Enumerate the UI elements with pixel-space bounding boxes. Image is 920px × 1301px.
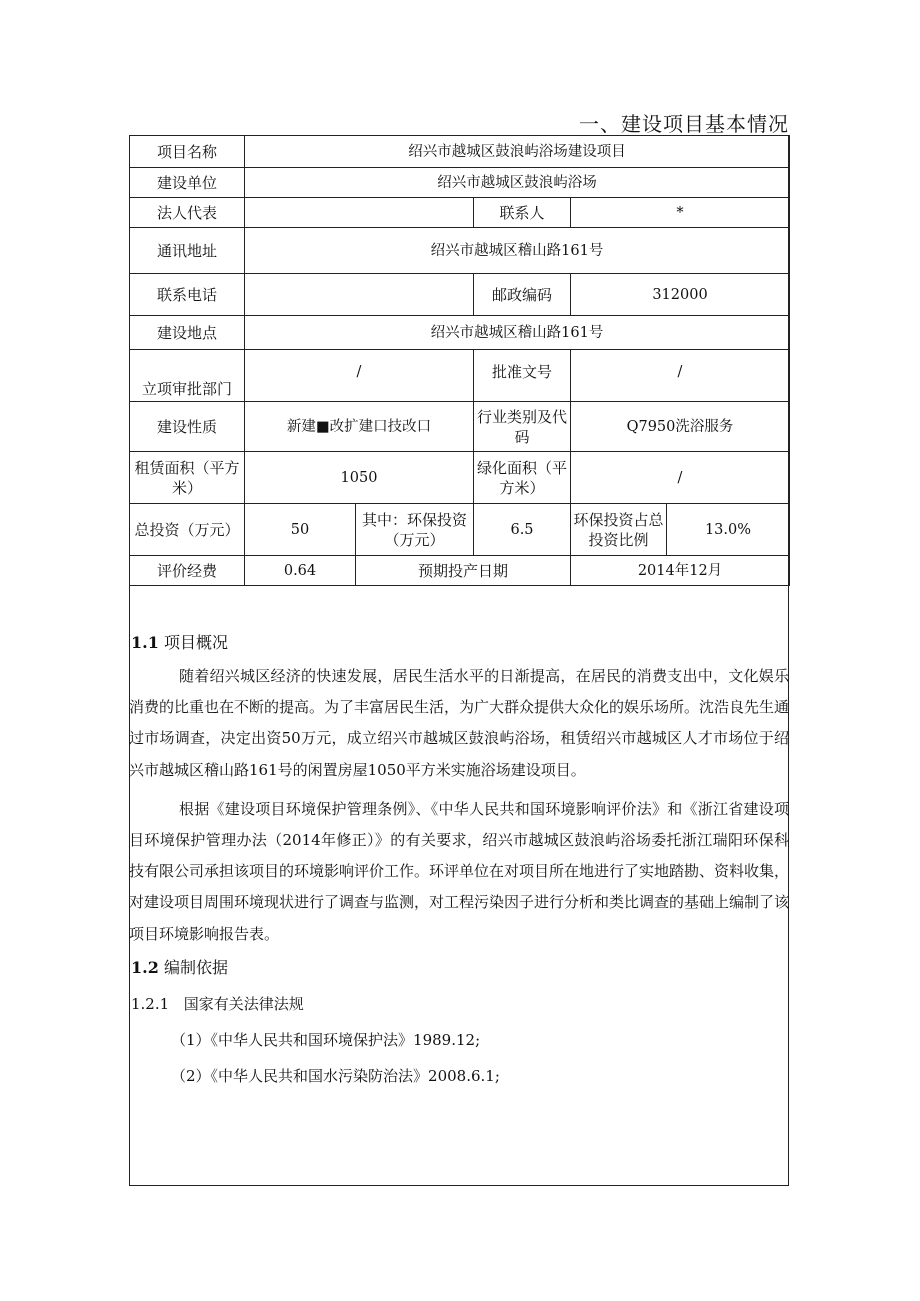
postcode-label: 邮政编码 bbox=[474, 274, 571, 316]
table-row bbox=[130, 316, 790, 350]
eval-fee-label: 评价经费 bbox=[130, 556, 245, 586]
section-1-title: 项目概况 bbox=[163, 633, 228, 652]
section-1-paragraph-1: 随着绍兴城区经济的快速发展，居民生活水平的日渐提高，在居民的消费支出中，文化娱乐消费的比重也在不断的提高。为了丰富居民生活，为广大群众提供大众化的娱乐场所。沈浩良先生通过市场调查，决定出资50万元，成立绍兴市越城区鼓浪屿浴场，租赁绍兴市越城区人才市场位于绍兴市越城区稽山路161号的闲置房屋1050平方米实施浴场建设项目。 bbox=[129, 667, 790, 779]
table-row bbox=[130, 350, 790, 402]
law-item: （1）《中华人民共和国环境保护法》1989.12; bbox=[171, 1030, 481, 1049]
rent-area-value: 1050 bbox=[245, 452, 474, 504]
builder-value: 绍兴市越城区鼓浪屿浴场 bbox=[245, 168, 790, 198]
table-row bbox=[130, 452, 790, 504]
table-row bbox=[130, 168, 790, 198]
approval-doc-value: / bbox=[571, 350, 790, 402]
table-row bbox=[130, 198, 790, 228]
table-row bbox=[130, 504, 790, 556]
total-invest-value: 50 bbox=[245, 504, 356, 556]
table-row bbox=[130, 136, 790, 168]
prod-date-value: 2014年12月 bbox=[571, 556, 790, 586]
table-row bbox=[130, 274, 790, 316]
green-area-label: 绿化面积（平方米） bbox=[474, 452, 571, 504]
subsection-number: 1.2.1 bbox=[131, 994, 170, 1013]
total-invest-label: 总投资（万元） bbox=[130, 504, 245, 556]
section-2-title: 编制依据 bbox=[163, 957, 228, 977]
builder-label: 建设单位 bbox=[130, 168, 245, 198]
industry-label: 行业类别及代码 bbox=[474, 402, 571, 452]
env-ratio-value: 13.0% bbox=[667, 504, 790, 556]
table-row bbox=[130, 556, 790, 586]
body-text bbox=[129, 625, 789, 1094]
legal-rep-label: 法人代表 bbox=[130, 198, 245, 228]
env-ratio-label: 环保投资占总投资比例 bbox=[571, 504, 667, 556]
subsection-title: 国家有关法律法规 bbox=[183, 994, 304, 1013]
env-invest-value: 6.5 bbox=[474, 504, 571, 556]
approval-dept-label: 立项审批部门 bbox=[130, 350, 245, 402]
address-value: 绍兴市越城区稽山路161号 bbox=[245, 228, 790, 274]
site-value: 绍兴市越城区稽山路161号 bbox=[245, 316, 790, 350]
law-item: （2）《中华人民共和国水污染防治法》2008.6.1; bbox=[171, 1066, 500, 1085]
project-info-table bbox=[129, 135, 790, 586]
phone-value bbox=[245, 274, 474, 316]
phone-label: 联系电话 bbox=[130, 274, 245, 316]
eval-fee-value: 0.64 bbox=[245, 556, 356, 586]
approval-dept-value: / bbox=[245, 350, 474, 402]
env-invest-label: 其中：环保投资（万元） bbox=[356, 504, 474, 556]
postcode-value: 312000 bbox=[571, 274, 790, 316]
table-row bbox=[130, 402, 790, 452]
section-1-number: 1.1 bbox=[131, 633, 159, 652]
subsection-heading bbox=[129, 986, 789, 1022]
table-row bbox=[130, 228, 790, 274]
contact-label: 联系人 bbox=[474, 198, 571, 228]
address-label: 通讯地址 bbox=[130, 228, 245, 274]
prod-date-label: 预期投产日期 bbox=[356, 556, 571, 586]
industry-value: Q7950洗浴服务 bbox=[571, 402, 790, 452]
rent-area-label: 租赁面积（平方米） bbox=[130, 452, 245, 504]
contact-value: * bbox=[571, 198, 790, 228]
section-1-heading bbox=[129, 625, 789, 661]
approval-doc-label: 批准文号 bbox=[474, 350, 571, 402]
green-area-value: / bbox=[571, 452, 790, 504]
section-2-heading bbox=[129, 950, 789, 986]
nature-label: 建设性质 bbox=[130, 402, 245, 452]
page-heading: 一、建设项目基本情况 bbox=[579, 112, 789, 136]
project-name-label: 项目名称 bbox=[130, 136, 245, 168]
project-name-value: 绍兴市越城区鼓浪屿浴场建设项目 bbox=[245, 136, 790, 168]
site-label: 建设地点 bbox=[130, 316, 245, 350]
nature-value: 新建■改扩建口技改口 bbox=[245, 402, 474, 452]
section-2-number: 1.2 bbox=[131, 957, 159, 977]
section-1-paragraph-2: 根据《建设项目环境保护管理条例》、《中华人民共和国环境影响评价法》和《浙江省建设项目环境保护管理办法（2014年修正）》的有关要求，绍兴市越城区鼓浪屿浴场委托浙江瑞阳环保科技有限公司承担该项目的环境影响评价工作。环评单位在对项目所在地进行了实地踏勘、资料收集，对建设项目周围环境现状进行了调查与监测，对工程污染因子进行分析和类比调查的基础上编制了该项目环境影响报告表。 bbox=[129, 799, 790, 943]
legal-rep-value bbox=[245, 198, 474, 228]
